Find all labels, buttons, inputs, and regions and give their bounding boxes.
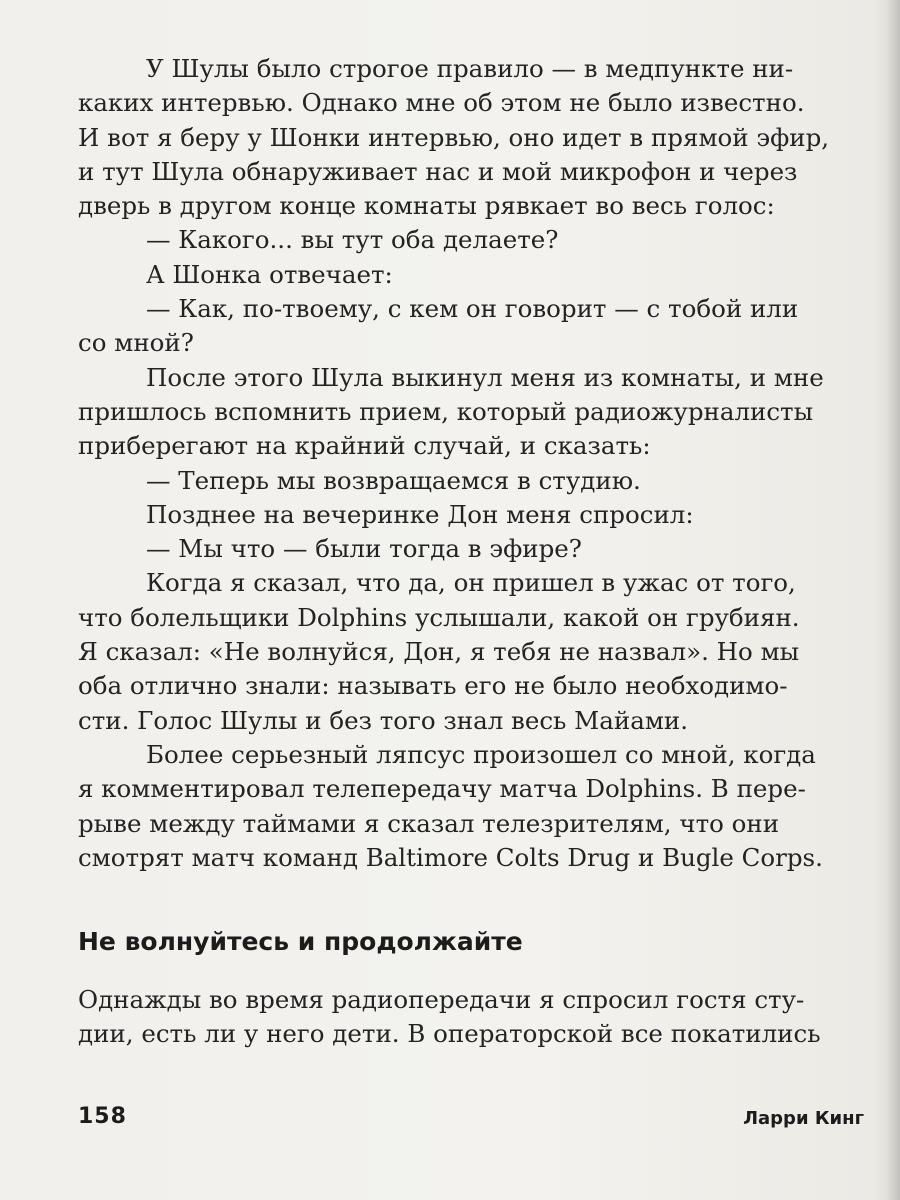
- text-line: — Какого... вы тут оба делаете?: [146, 225, 559, 255]
- text-line: каких интервью. Однако мне об этом не было известно.: [78, 88, 805, 118]
- text-line: Я сказал: «Не волнуйся, Дон, я тебя не назвал». Но мы: [78, 637, 800, 667]
- text-line: со мной?: [78, 328, 194, 358]
- text-line: После этого Шула выкинул меня из комнаты, и мне: [146, 362, 824, 392]
- text-line: я комментировал телепередачу матча Dolphins. В пере-: [78, 774, 806, 804]
- text-line: пришлось вспомнить прием, который радиожурналисты: [78, 396, 814, 426]
- text-line: и тут Шула обнаруживает нас и мой микрофон и через: [78, 156, 798, 186]
- text-line: Позднее на вечеринке Дон меня спросил:: [146, 499, 694, 529]
- running-footer-author: Ларри Кинг: [743, 1108, 864, 1129]
- section-text: [78, 983, 870, 1052]
- text-line: оба отлично знали: называть его не было необходимо-: [78, 671, 788, 701]
- section-heading: Не волнуйтесь и продолжайте: [78, 927, 523, 956]
- text-line: — Мы что — были тогда в эфире?: [146, 534, 582, 564]
- text-line: что болельщики Dolphins услышали, какой он грубиян.: [78, 602, 800, 632]
- text-line: Однажды во время радиопередачи я спросил гостя сту-: [78, 985, 805, 1014]
- text-line: — Как, по-твоему, с кем он говорит — с тобой или: [146, 294, 799, 324]
- text-line: — Теперь мы возвращаемся в студию.: [146, 465, 641, 495]
- text-line: приберегают на крайний случай, и сказать:: [78, 431, 651, 461]
- body-text: [78, 52, 870, 875]
- text-line: сти. Голос Шулы и без того знал весь Майами.: [78, 705, 688, 735]
- text-line: дверь в другом конце комнаты рявкает во весь голос:: [78, 191, 775, 221]
- text-line: дии, есть ли у него дети. В операторской все покатились: [78, 1019, 821, 1049]
- text-line: У Шулы было строгое правило — в медпункте ни-: [146, 54, 794, 83]
- text-line: И вот я беру у Шонки интервью, оно идет в прямой эфир,: [78, 122, 830, 152]
- text-line: Когда я сказал, что да, он пришел в ужас от того,: [146, 568, 796, 598]
- text-line: рыве между таймами я сказал телезрителям, что они: [78, 808, 780, 838]
- text-line: смотрят матч команд Baltimore Colts Drug и Bugle Corps.: [78, 842, 823, 872]
- text-line: А Шонка отвечает:: [146, 259, 393, 289]
- page-number: 158: [78, 1104, 127, 1129]
- text-line: Более серьезный ляпсус произошел со мной, когда: [146, 739, 816, 769]
- page-binding-shadow: [886, 0, 900, 1200]
